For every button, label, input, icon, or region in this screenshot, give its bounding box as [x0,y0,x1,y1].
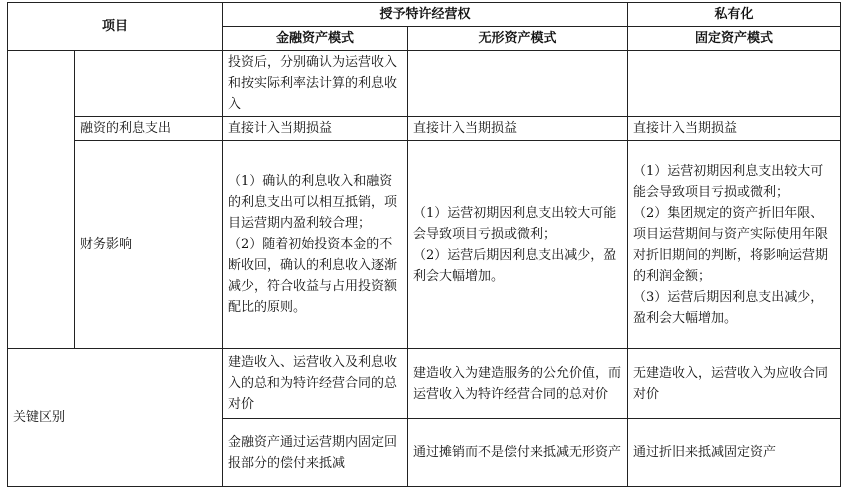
blank-group-cell [8,51,75,349]
row-financial-impact [8,141,841,349]
header-fixed-model: 固定资产模式 [628,27,841,51]
header-bot-group: 授予特许经营权 [223,3,628,27]
header-item: 项目 [8,3,223,51]
label-key-difference: 关键区别 [8,349,223,487]
cell-interest-income-financial: 投资后，分别确认为运营收入和按实际利率法计算的利息收入 [223,51,408,117]
cell-keydiff1-intangible: 建造收入为建造服务的公允价值，而运营收入为特许经营合同的总对价 [408,349,628,419]
header-financial-model: 金融资产模式 [223,27,408,51]
cell-interest-expense-intangible: 直接计入当期损益 [408,117,628,141]
cell-interest-expense-financial: 直接计入当期损益 [223,117,408,141]
cell-impact-financial: （1）确认的利息收入和融资的利息支出可以相互抵销，项目运营期内盈利较合理； （2）随着初始投资本金的不断收回，确认的利息收入逐渐减少，符合收益与占用投资额配比的原则。 [223,141,408,349]
cell-interest-expense-fixed: 直接计入当期损益 [628,117,841,141]
cell-impact-intangible: （1）运营初期因利息支出较大可能会导致项目亏损或微利； （2）运营后期因利息支出减少，盈利会大幅增加。 [408,141,628,349]
cell-keydiff1-financial: 建造收入、运营收入及利息收入的总和为特许经营合同的总对价 [223,349,408,419]
row-key-difference-1 [8,349,841,419]
header-private-group: 私有化 [628,3,841,27]
cell-keydiff2-fixed: 通过折旧来抵减固定资产 [628,419,841,487]
cell-keydiff2-financial: 金融资产通过运营期内固定回报部分的偿付来抵减 [223,419,408,487]
cell-interest-income-intangible [408,51,628,117]
blank-label-cell [75,51,223,117]
cell-keydiff2-intangible: 通过摊销而不是偿付来抵减无形资产 [408,419,628,487]
header-row-1 [8,3,841,27]
cell-interest-income-fixed [628,51,841,117]
header-intangible-model: 无形资产模式 [408,27,628,51]
label-interest-expense: 融资的利息支出 [75,117,223,141]
cell-keydiff1-fixed: 无建造收入，运营收入为应收合同对价 [628,349,841,419]
cell-impact-fixed: （1）运营初期因利息支出较大可能会导致项目亏损或微利； （2）集团规定的资产折旧年限、项目运营期间与资产实际使用年限对折旧期间的判断，将影响运营期的利润金额； （3）运营后期因利息支出减少，盈利会大幅增加。 [628,141,841,349]
row-interest-income-cont [8,51,841,117]
comparison-table [7,2,841,487]
label-financial-impact: 财务影响 [75,141,223,349]
row-interest-expense [8,117,841,141]
